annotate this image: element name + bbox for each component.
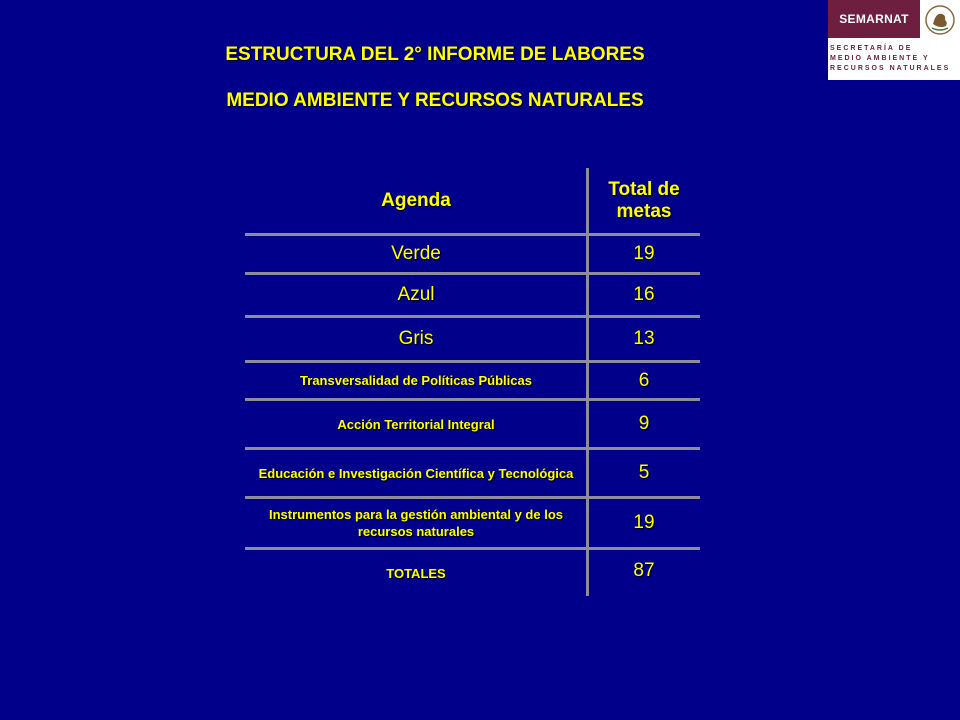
- total-cell: 13: [633, 328, 655, 349]
- header-agenda: Agenda: [381, 190, 451, 211]
- agenda-cell: Educación e Investigación Científica y Tecnológica: [258, 465, 574, 481]
- semarnat-logo: [828, 0, 960, 80]
- total-cell: 6: [638, 369, 650, 391]
- total-cell: 16: [633, 284, 655, 305]
- header-total: Total de metas: [608, 179, 680, 222]
- total-cell: 9: [638, 413, 650, 434]
- agenda-cell: Verde: [391, 243, 441, 264]
- agenda-cell: Azul: [397, 284, 435, 305]
- page-title: ESTRUCTURA DEL 2° INFORME DE LABORES: [225, 44, 645, 65]
- logo-subtitle: SECRETARÍA DE MEDIO AMBIENTE Y RECURSOS NATURALES: [830, 45, 951, 72]
- eagle-seal-icon: [924, 4, 956, 36]
- page-subtitle: MEDIO AMBIENTE Y RECURSOS NATURALES: [226, 90, 644, 111]
- total-cell: 19: [633, 243, 655, 264]
- agenda-cell: TOTALES: [386, 565, 446, 581]
- total-cell: 19: [633, 512, 655, 533]
- agenda-cell: Acción Territorial Integral: [337, 416, 495, 432]
- agenda-cell: Transversalidad de Políticas Públicas: [300, 373, 532, 388]
- logo-brand: SEMARNAT: [828, 0, 920, 38]
- agenda-cell: Instrumentos para la gestión ambiental y de los recursos naturales: [268, 507, 564, 539]
- agenda-cell: Gris: [398, 328, 434, 349]
- total-cell: 5: [638, 462, 650, 483]
- row-divider: [245, 547, 700, 550]
- total-cell: 87: [633, 560, 655, 581]
